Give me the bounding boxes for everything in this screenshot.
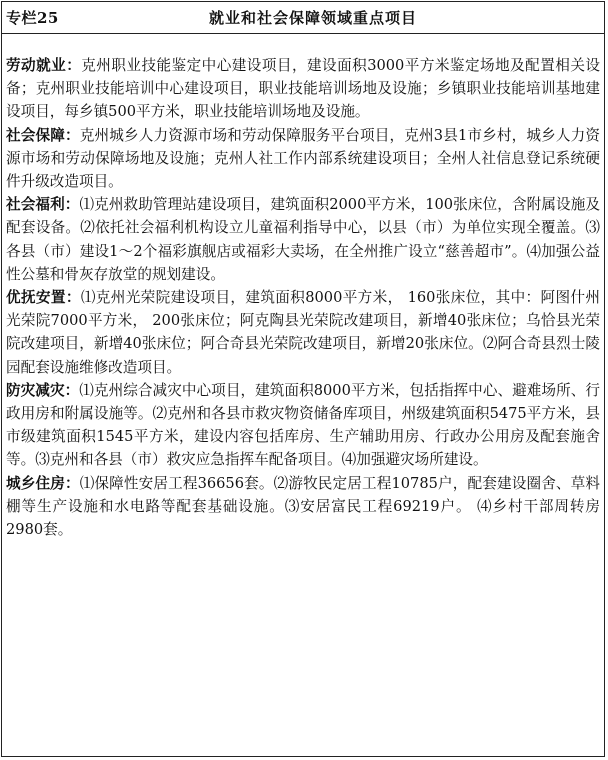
section-text: ⑴克州光荣院建设项目，建筑面积8000平方米， 160张床位，其中：阿图什州光荣院7000平方米， 200张床位；阿克陶县光荣院改建项目，新增40张床位；乌恰县光荣院改建项目，新增40张床位；阿合奇县光荣院改建项目，新增20张床位。⑵阿合奇县烈士陵园配套设施维修改造项目。 [6,289,600,376]
section-text: ⑴保障性安居工程36656套。⑵游牧民定居工程10785户，配套建设圈舍、草料棚等生产设施和水电路等配套基础设施。⑶安居富民工程69219户。 ⑷乡村干部周转房2980套。 [6,474,600,539]
section-label: 优抚安置： [6,289,81,307]
column-tag: 专栏25 [6,9,59,27]
section-text: ⑴克州综合减灾中心项目，建筑面积8000平方米，包括指挥中心、避难场所、行政用房和附属设施等。⑵克州和各县市救灾物资储备库项目，州级建筑面积5475平方米，县市级建筑面积1545平方米，建设内容包括库房、生产辅助用房、行政办公用房及配套施舍等。⑶克州和各县（市）救灾应急指挥车配备项目。⑷加强避灾场所建设。 [6,381,600,469]
section-special-care [6,286,600,379]
section-social-welfare [6,193,600,286]
section-label: 劳动就业： [6,57,82,74]
section-label: 社会保障： [6,126,80,144]
box-title: 就业和社会保障领域重点项目 [208,9,417,27]
section-text: ⑴克州救助管理站建设项目，建筑面积2000平方米，100张床位，含附属设施及配套设备。⑵依托社会福利机构设立儿童福利指导中心，以县（市）为单位实现全覆盖。⑶各县（市）建设1～2个福彩旗舰店或福彩大卖场，在全州推广设立“慈善超市”。⑷加强公益性公墓和骨灰存放堂的规划建设。 [6,196,600,283]
box-content [6,54,600,541]
section-labor-employment [6,54,600,124]
section-label: 城乡住房： [6,474,80,492]
section-urban-rural-housing [6,472,600,542]
section-text: 克州职业技能鉴定中心建设项目，建设面积3000平方米鉴定场地及配置相关设备；克州职业技能培训中心建设项目，职业技能培训场地及设施；乡镇职业技能培训基地建设项目，每乡镇500平方米，职业技能培训场地及设施。 [6,57,600,121]
box-header [2,2,604,34]
section-social-security [6,124,600,194]
section-text: 克州城乡人力资源市场和劳动保障服务平台项目，克州3县1市乡村，城乡人力资源市场和劳动保障场地及设施；克州人社工作内部系统建设项目；全州人社信息登记系统硬件升级改造项目。 [6,126,600,191]
section-label: 防灾减灾： [6,381,80,399]
section-disaster-prevention [6,379,600,472]
section-label: 社会福利： [6,196,80,214]
feature-box [1,1,605,757]
